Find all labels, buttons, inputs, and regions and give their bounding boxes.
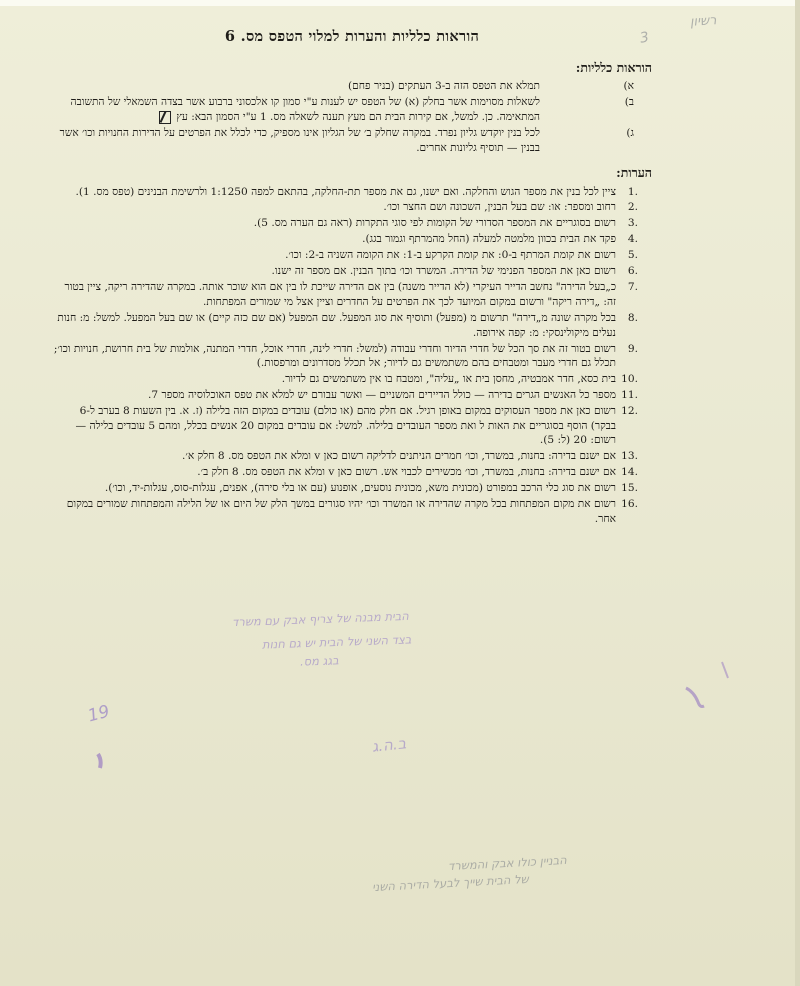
note-text: בית כסא, חדר אמבטיה, מחסן בית או „עליה", ומטבח בו אין משתמשים גם לדיור.	[281, 373, 616, 386]
note-number: .6	[627, 265, 638, 278]
note-item	[52, 372, 652, 387]
note-number: .5	[627, 249, 638, 262]
note-text: פקד את הבית בכוון מלמטה למעלה (החל מהמרתף וגמור בגג).	[362, 233, 616, 246]
note-number: .10	[621, 373, 638, 386]
note-number: .9	[627, 342, 638, 355]
instruction-text: תמלא את הטפס הזה ב-3 העתקים (בניר פחם)	[348, 80, 540, 92]
instruction-text: לשאלות מסוימות אשר בחלק (א) של הטפס יש לענות ע"י סמון קו אלכסוני ברבוע אשר בצדה השמאלי של התשובה המתאימה. כן. למשל, אם קירות הבית הם מעץ תענה לשאלה מס. 1 ע"י הסמון הבא: עץ	[70, 95, 540, 123]
handwritten-note-5: של הבית שייך לבעל הדירה השני	[371, 871, 530, 895]
note-number: .8	[627, 311, 638, 324]
note-number: .7	[627, 281, 638, 294]
note-item	[52, 481, 652, 496]
ink-smudge-icon	[682, 682, 712, 712]
note-text: רשום בטור זה את סך הכל של חדרי הדיור וחדרי עבודה (למשל: חדרי לינה, חדרי אוכל, חדרי המתנה, אולמות של בית חרושת, חנויות וכו׳; תכלל גם חדרי מעבר ומטבחים בהם משתמשים גם לדיור; אל תכלל מסדרונים ומרפסות.)	[53, 342, 616, 370]
handwritten-corner-number: 3	[638, 29, 651, 47]
handwritten-note-4: הבניין כולו אבק והמשרד	[447, 852, 568, 874]
note-text: אם ישנם בדירה: בחנות, במשרד, וכו׳ חמרים הניתנים לדליקה רשום כאן v ומלא את הטפס מס. 8 חלק א׳.	[182, 450, 616, 463]
checkmark-box-icon	[159, 111, 171, 124]
notes-list	[52, 185, 652, 527]
note-item	[52, 404, 652, 448]
note-text: אם ישנם בדירה: בחנות, במשרד, וכו׳ מכשירים לכבוי אש. רשום כאן v ומלא את הטפס מס. 8 חלק ב׳.	[197, 466, 616, 479]
note-item	[52, 216, 652, 231]
ink-mark-icon	[718, 658, 738, 682]
top-edge	[0, 0, 800, 6]
note-item	[52, 200, 652, 215]
note-text: רשום את סוג כלי הרכב במפורט (מכונית משא, מכונית נוסעים, אופנוע (עם או בלי סירה), אפנים, עגלות-סוס, עגלות-יד, וכו׳).	[104, 482, 616, 495]
handwritten-initials: ב.ה.ג	[371, 734, 408, 756]
note-text: ציין לכל בנין את מספר הגוש והחלקה. ואם ישנו, גם את מספר תת-החלקה, בהתאם למפה 1:1250 ולרשימת הבנינים (טפס מס. 1).	[75, 185, 616, 198]
note-text: רשום בסוגריים את המספר הסדורי של הקומות לפי סוגי התקרות (ראה גם הערה מס. 5).	[253, 217, 616, 230]
note-item	[52, 280, 652, 309]
form-instructions-document	[52, 28, 652, 528]
note-number: .15	[621, 482, 638, 495]
note-item	[52, 264, 652, 279]
note-text: רשום את קומת המרתף ב-0: את קומת הקרקע ב-1: את הקומה השניה ב-2: וכו׳.	[285, 249, 616, 262]
page-title: הוראות כלליות והערות למלוי הטפס מס. 6	[224, 28, 480, 45]
note-item	[52, 465, 652, 480]
note-number: .11	[621, 389, 638, 402]
note-item	[52, 185, 652, 200]
note-text: רשום את מקום המפתחות בכל מקרה שהדירה או המשרד וכו׳ יהיו סגורים במשך הלק של היום או של הלילה והמפתחות שמורים במקום אחר.	[66, 498, 616, 525]
note-text: רשום כאן את מספר העסוקים במקום באופן רגיל. אם חלק מהם (או כולם) עובדים במקום הזה בלילה (ז. א. בין השעות 8 בערב ל-6 בבקר) הוסף בסוגריים את האות ל ואת מספר העובדים בלילה. למשל: אם עובדים במקום 20 אנשים בכלל, ומהם 5 עובדים בלילה — רשום: 20 (ל: 5).	[75, 405, 616, 447]
instruction-item	[52, 126, 652, 157]
note-number: .1	[627, 185, 638, 198]
instruction-item	[52, 79, 652, 95]
note-number: .14	[621, 466, 638, 479]
handwritten-corner-note: רשיון	[689, 13, 718, 30]
general-instructions-list	[52, 79, 652, 157]
general-instructions-heading: הוראות כלליות:	[575, 60, 652, 75]
instruction-letter: ג)	[626, 126, 634, 139]
note-text: מספר כל האנשים הגרים בדירה — כולל הדיירים המשניים — ואשר עבורם יש למלא את טפס האוכלוסיה מספר 7.	[148, 389, 616, 402]
note-number: .12	[621, 405, 638, 418]
handwritten-note-2: בצד השני של הבית יש גם חנות	[261, 632, 412, 652]
note-number: .13	[621, 450, 638, 463]
note-item	[52, 388, 652, 403]
note-number: .2	[627, 201, 638, 214]
note-item	[52, 449, 652, 464]
handwritten-number: 19	[85, 701, 112, 727]
instruction-item	[52, 95, 652, 126]
note-item	[52, 497, 652, 526]
note-text: כ„בעל הדירה" נחשב הדייר העיקרי (לא הדייר משנה) בין אם הדירה שייכת לו בין אם הוא שוכר אותה. במקרה שהדירה ריקה, ציין בטור זה: „דירה ריקה" ורשום במקום המיועד לכך את הפרטים על החדרים וציין אצל מי שמורים המפתחות.	[64, 281, 616, 308]
note-text: רשום כאן את המספר הפנימי של הדירה. המשרד וכו׳ בתוך הבנין. אם מספר זה ישנו.	[271, 265, 616, 278]
note-text: בכל מקרה שונה מ„דירה" תרשום מ (מפעל) ותוסיף את סוג המפעל. שם המפעל (אם שם כזה קיים) או שם בעל המפעל. למשל: מ: חנות נעלים מיקולינסקי: מ: קפה אירופה.	[57, 311, 616, 339]
instruction-text: לכל בנין יוקדש גליון נפרד. במקרה שחלק ב׳ של הגליון אינו מספיק, כדי לכלל את הפרטים על הדירות החנויות וכו׳ אשר בבנין — תוסיף גליונות אחרים.	[59, 126, 540, 154]
ink-dot-icon	[92, 752, 108, 772]
note-text: רחוב ומספר: או: שם בעל הבנין, השכונה ושם החצר וכו׳.	[383, 201, 616, 214]
instruction-letter: ב)	[624, 95, 634, 108]
instruction-letter: א)	[623, 80, 634, 92]
notes-heading: הערות:	[616, 164, 652, 180]
note-number: .16	[621, 498, 638, 511]
note-item	[52, 342, 652, 371]
handwritten-note-1: הבית מבנה של צריף אבק עם משרד	[231, 608, 409, 630]
note-number: .4	[627, 233, 638, 246]
note-item	[52, 311, 652, 340]
note-item	[52, 232, 652, 247]
right-edge	[795, 0, 800, 986]
note-item	[52, 248, 652, 263]
note-number: .3	[627, 217, 638, 230]
handwritten-note-3: בגג מס.	[299, 653, 339, 669]
